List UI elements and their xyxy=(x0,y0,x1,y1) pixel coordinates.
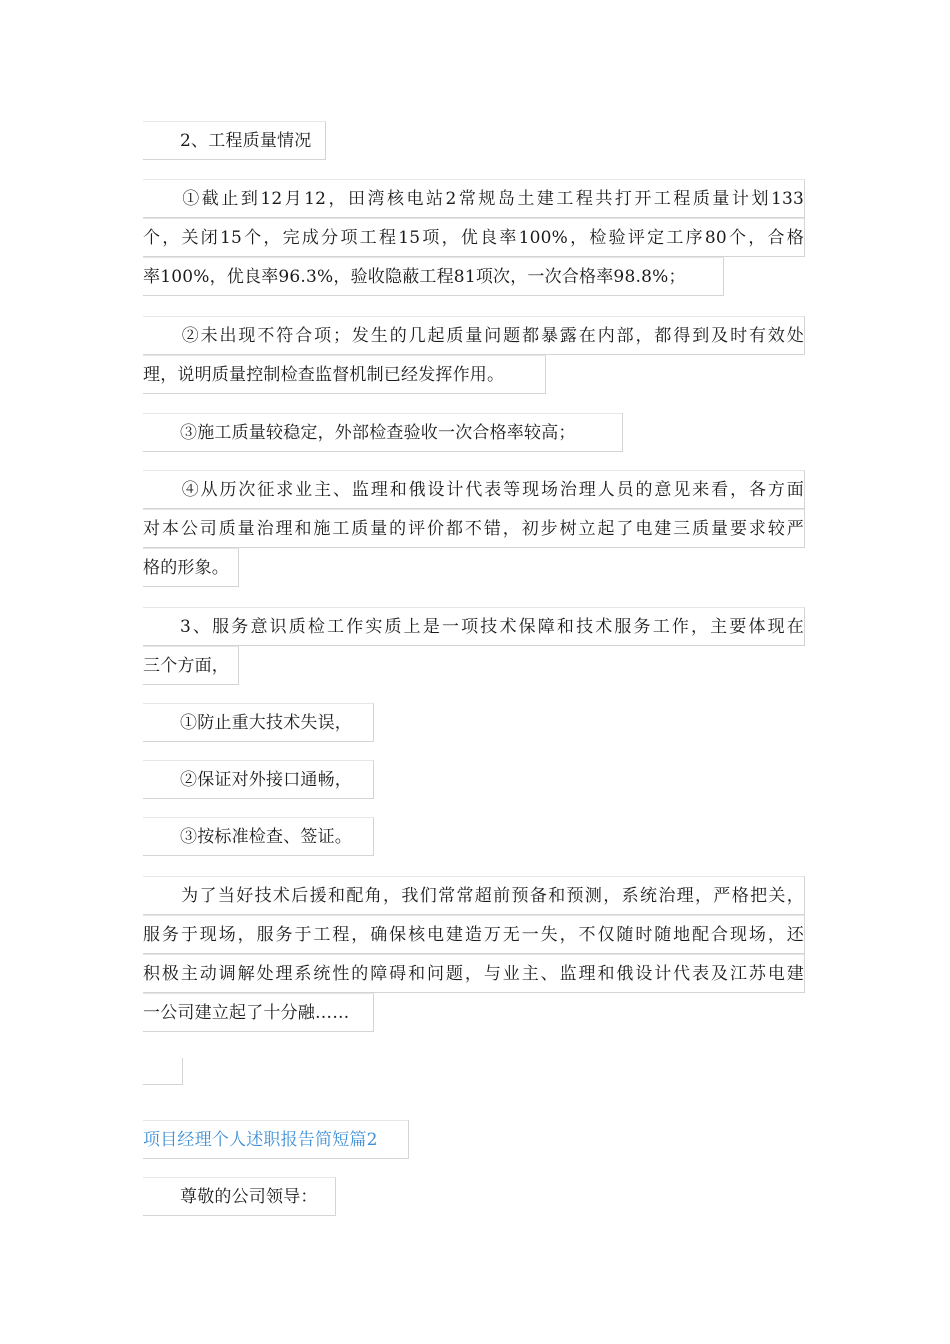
paragraph-line: 积极主动调解处理系统性的障碍和问题，与业主、监理和俄设计代表及江苏电建 xyxy=(143,964,804,984)
paragraph-line: 格的形象。 xyxy=(143,558,229,578)
paragraph-line: 为了当好技术后援和配角，我们常常超前预备和预测，系统治理，严格把关， xyxy=(180,886,804,906)
quality-paragraph-4 xyxy=(143,470,805,587)
section-2-heading xyxy=(143,121,326,160)
empty-placeholder-box xyxy=(143,1058,183,1085)
service-item-3 xyxy=(143,817,374,856)
paragraph-line: ②未出现不符合项；发生的几起质量问题都暴露在内部，都得到及时有效处 xyxy=(180,326,804,346)
quality-paragraph-3 xyxy=(143,413,623,452)
paragraph-line: 对本公司质量治理和施工质量的评价都不错，初步树立起了电建三质量要求较严 xyxy=(143,519,804,539)
paragraph-line: ①截止到12月12，田湾核电站2常规岛土建工程共打开工程质量计划133 xyxy=(180,189,804,209)
quality-paragraph-1 xyxy=(143,179,805,296)
article-title-link[interactable]: 项目经理个人述职报告简短篇2 xyxy=(143,1130,378,1150)
paragraph-line: ③施工质量较稳定，外部检查验收一次合格率较高； xyxy=(180,423,576,443)
greeting-text: 尊敬的公司领导： xyxy=(180,1187,318,1207)
service-item-1 xyxy=(143,703,374,742)
section-3-paragraph xyxy=(143,607,805,685)
paragraph-line: 三个方面， xyxy=(143,656,229,676)
article-2-heading[interactable] xyxy=(143,1120,409,1159)
paragraph-line: 个，关闭15个，完成分项工程15项，优良率100%，检验评定工序80个，合格 xyxy=(143,228,804,248)
list-item: ③按标准检查、签证。 xyxy=(180,827,352,847)
paragraph-line: 服务于现场，服务于工程，确保核电建造万无一失，不仅随时随地配合现场，还 xyxy=(143,925,804,945)
paragraph-line: 率100%，优良率96.3%，验收隐蔽工程81项次，一次合格率98.8%； xyxy=(143,267,686,287)
section-title: 2、工程质量情况 xyxy=(180,131,312,151)
greeting-line xyxy=(143,1177,336,1216)
paragraph-line: 一公司建立起了十分融…… xyxy=(143,1003,350,1023)
list-item: ①防止重大技术失误， xyxy=(180,713,352,733)
paragraph-line: ④从历次征求业主、监理和俄设计代表等现场治理人员的意见来看，各方面 xyxy=(180,480,804,500)
paragraph-line: 3、服务意识质检工作实质上是一项技术保障和技术服务工作，主要体现在 xyxy=(180,617,804,637)
list-item: ②保证对外接口通畅， xyxy=(180,770,352,790)
service-item-2 xyxy=(143,760,374,799)
quality-paragraph-2 xyxy=(143,316,805,394)
paragraph-line: 理，说明质量控制检查监督机制已经发挥作用。 xyxy=(143,365,505,385)
service-paragraph xyxy=(143,876,805,1032)
